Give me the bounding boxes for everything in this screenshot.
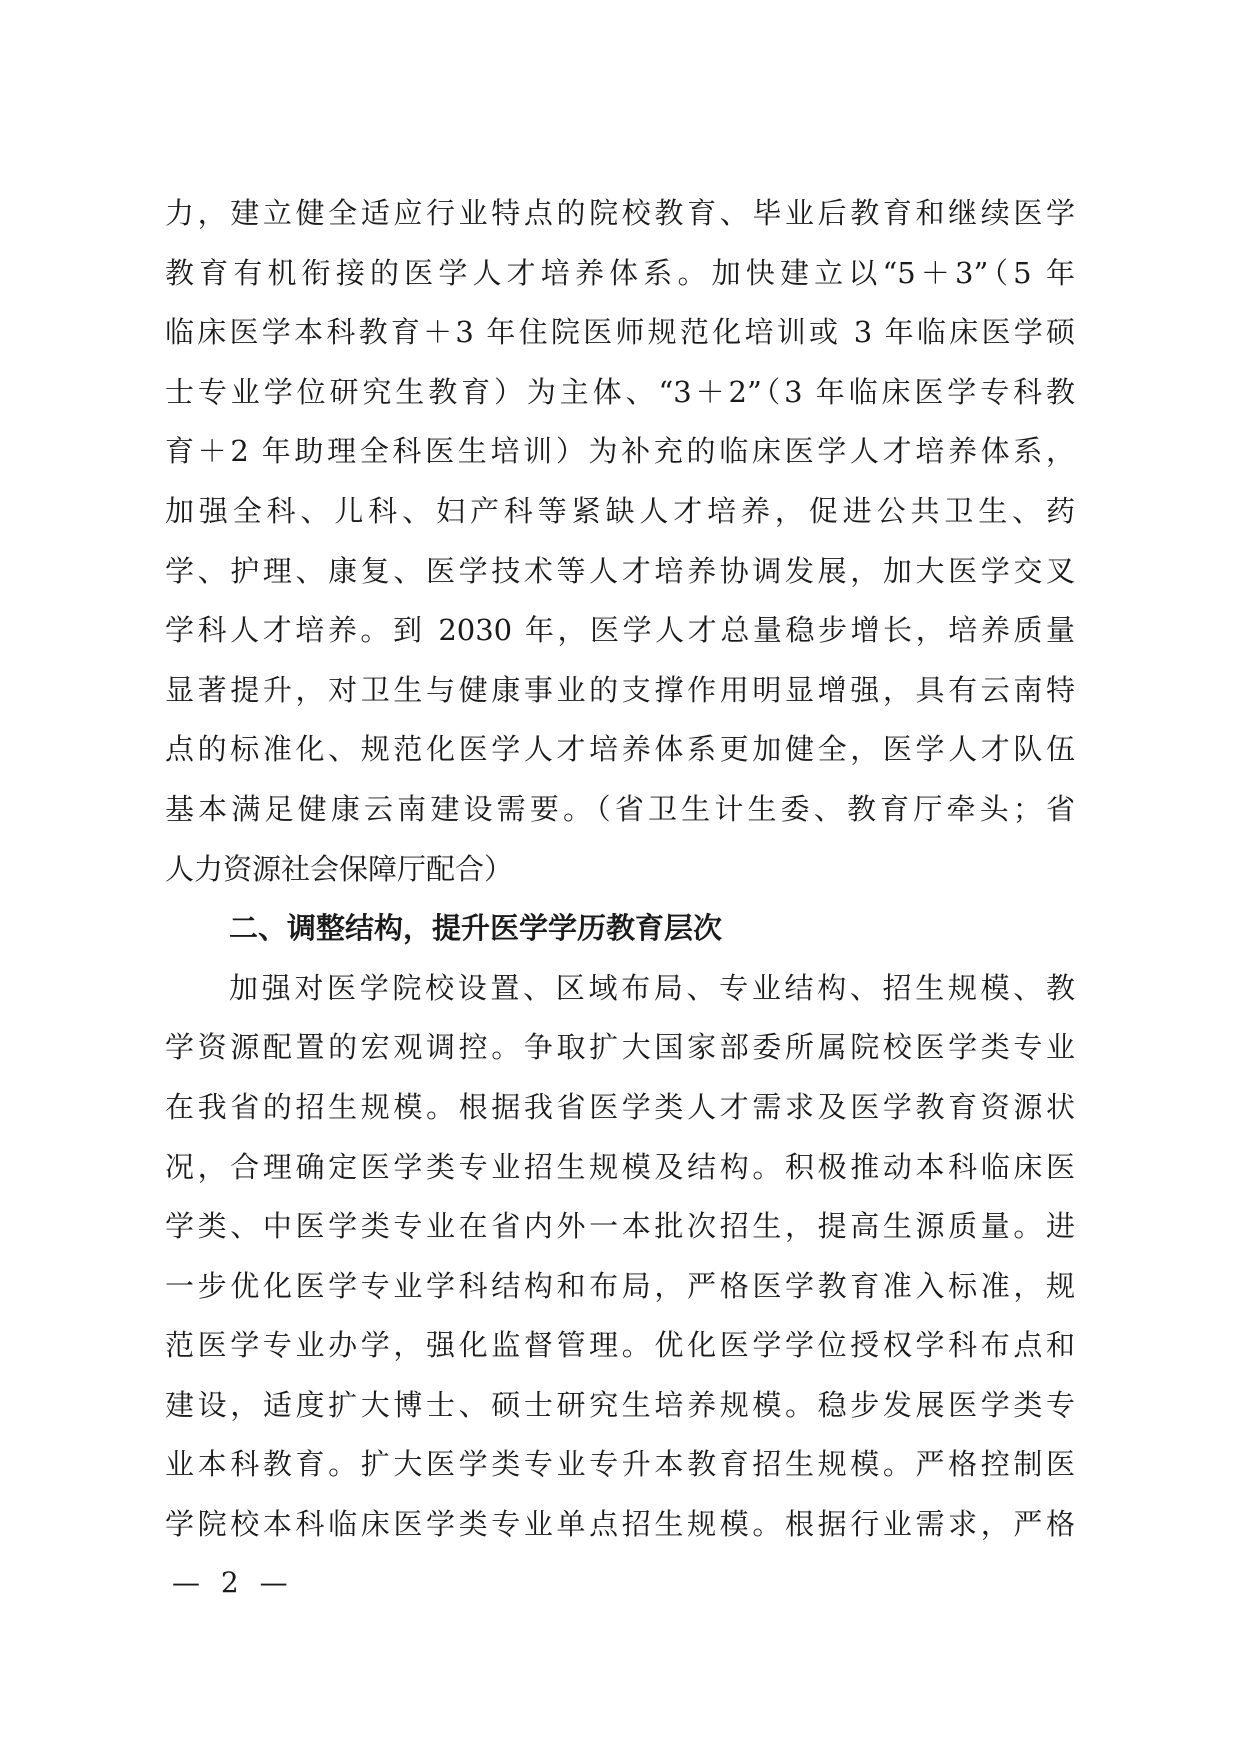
text-line: 加强对医学院校设置、区域布局、专业结构、招生规模、教	[229, 970, 1075, 1005]
text-line: 士专业学位研究生教育）为主体、“3＋2”（3 年临床医学专科教	[165, 374, 1075, 409]
text-line: 学、护理、康复、医学技术等人才培养协调发展，加大医学交叉	[165, 553, 1075, 588]
text-line: 学类、中医学类专业在省内外一本批次招生，提高生源质量。进	[165, 1209, 1075, 1244]
body-text	[165, 184, 1075, 1555]
text-line: 点的标准化、规范化医学人才培养体系更加健全，医学人才队伍	[165, 732, 1075, 767]
text-line: 教育有机衔接的医学人才培养体系。加快建立以“5＋3”（5 年	[165, 255, 1075, 290]
text-line: 临床医学本科教育＋3 年住院医师规范化培训或 3 年临床医学硕	[165, 315, 1075, 350]
text-line: 范医学专业办学，强化监督管理。优化医学学位授权学科布点和	[165, 1328, 1075, 1363]
text-line: 建设，适度扩大博士、硕士研究生培养规模。稳步发展医学类专	[165, 1387, 1075, 1422]
text-line: 人力资源社会保障厅配合）	[165, 851, 514, 886]
section-heading: 二、调整结构，提升医学学历教育层次	[229, 911, 723, 946]
text-line: 况，合理确定医学类专业招生规模及结构。积极推动本科临床医	[165, 1149, 1075, 1184]
text-line: 学科人才培养。到 2030 年，医学人才总量稳步增长，培养质量	[165, 613, 1075, 648]
text-line: 在我省的招生规模。根据我省医学类人才需求及医学教育资源状	[165, 1089, 1075, 1124]
page-number: — 2 —	[172, 1566, 288, 1599]
text-line: 加强全科、儿科、妇产科等紧缺人才培养，促进公共卫生、药	[165, 493, 1075, 528]
text-line: 育＋2 年助理全科医生培训）为补充的临床医学人才培养体系，	[165, 434, 1075, 469]
text-line: 基本满足健康云南建设需要。（省卫生计生委、教育厅牵头；省	[165, 791, 1075, 826]
text-line: 学资源配置的宏观调控。争取扩大国家部委所属院校医学类专业	[165, 1030, 1075, 1065]
text-line: 业本科教育。扩大医学类专业专升本教育招生规模。严格控制医	[165, 1447, 1075, 1482]
text-line: 力，建立健全适应行业特点的院校教育、毕业后教育和继续医学	[165, 196, 1075, 230]
text-line: 一步优化医学专业学科结构和布局，严格医学教育准入标准，规	[165, 1268, 1075, 1303]
text-line: 学院校本科临床医学类专业单点招生规模。根据行业需求，严格	[165, 1507, 1075, 1542]
text-line: 显著提升，对卫生与健康事业的支撑作用明显增强，具有云南特	[165, 672, 1075, 707]
